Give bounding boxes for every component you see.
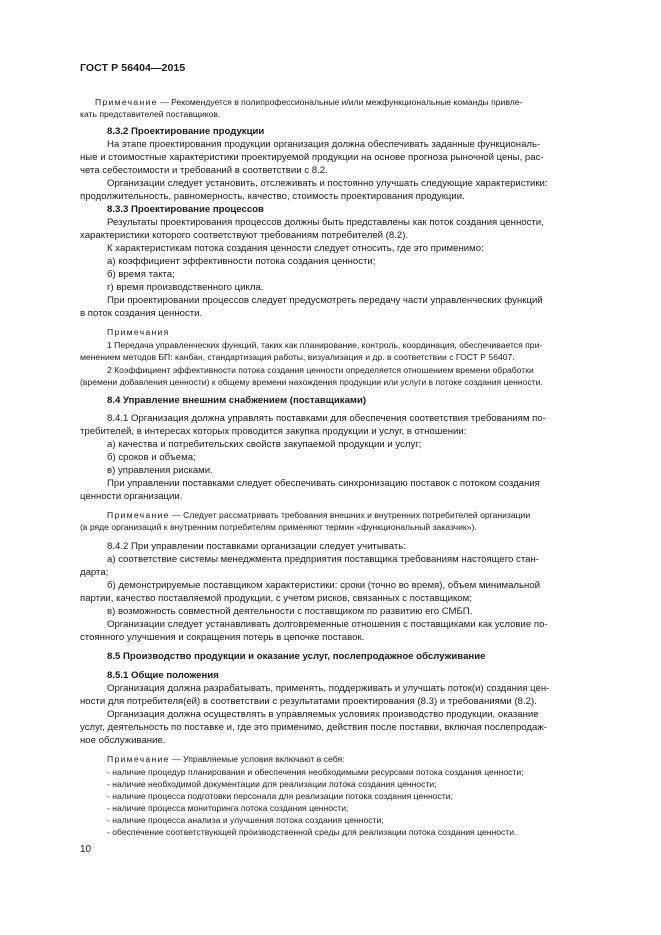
- line-text: дарта;: [80, 567, 109, 578]
- text-line: [107, 140, 540, 150]
- line-text: стоянного улучшения и сокращения потерь в цепочке поставок.: [80, 632, 365, 643]
- text-line: [107, 710, 539, 720]
- line-text: При управлении поставками следует обеспечивать синхронизацию поставок с потоком создания: [107, 478, 540, 489]
- text-line: [107, 684, 549, 694]
- section-heading: [107, 127, 264, 137]
- text-line: [80, 723, 547, 733]
- line-text: а) коэффициент эффективности потока создания ценности;: [107, 256, 376, 267]
- line-text: 8.5.1 Общие положения: [107, 670, 219, 681]
- note-line: [107, 828, 516, 837]
- text-line: [107, 218, 544, 228]
- line-text: требителей, в интересах которых проводится закупка продукции и услуг, в отношении:: [80, 426, 467, 437]
- note-line: [80, 378, 543, 387]
- text-line: [107, 581, 540, 591]
- note-line: [107, 511, 530, 520]
- line-text: — Следует рассматривать требования внешних и внутренних потребителей организации: [169, 510, 531, 520]
- line-text: партии, качество поставляемой продукции, с учетом рисков, связанных с поставщиком;: [80, 593, 472, 604]
- line-text: кать представителей поставщиков.: [80, 109, 221, 119]
- line-text: На этапе проектирования продукции организация должна обеспечивать заданные функциональ-: [107, 139, 541, 150]
- line-text: 8.4.1 Организация должна управлять поставками для обеспечения соответствия требованиям по-: [107, 413, 546, 424]
- note-label: Примечание: [107, 510, 170, 520]
- line-text: б) сроков и объема;: [107, 452, 196, 463]
- line-text: Организации следует установить, отслеживать и постоянно улучшать следующие характеристики:: [107, 178, 548, 189]
- note-line: [107, 816, 384, 825]
- line-text: 8.3.2 Проектирование продукции: [107, 126, 265, 137]
- note-line: [107, 792, 453, 801]
- note-line: [80, 523, 477, 532]
- note-label: Примечания: [107, 327, 170, 337]
- line-text: Организация должна разрабатывать, применять, поддерживать и улучшать поток(и) создания цен-: [107, 683, 550, 694]
- line-text: а) соответствие системы менеджмента предприятия поставщика требованиям настоящего стан-: [107, 554, 539, 565]
- line-text: - наличие процесса анализа и улучшения потока создания ценности;: [107, 815, 384, 825]
- text-line: [80, 153, 544, 163]
- text-line: [107, 466, 213, 476]
- text-line: [107, 283, 263, 293]
- line-text: 2 Коэффициент эффективности потока создания ценности определяется отношением времени обработки: [107, 365, 534, 375]
- line-text: - обеспечение соответствующей производственной среды для реализации потока создания ценности.: [107, 827, 517, 837]
- text-line: [80, 568, 108, 578]
- text-line: [107, 440, 421, 450]
- line-text: Результаты проектирования процессов должны быть представлены как поток создания ценности,: [107, 217, 544, 228]
- line-text: чета себестоимости и требований в соответствии с 8.2.: [80, 165, 328, 176]
- line-text: - наличие процесса мониторинга потока создания ценности;: [107, 803, 349, 813]
- text-line: [80, 594, 472, 604]
- line-text: ценности организации.: [80, 491, 183, 502]
- text-line: [107, 296, 543, 306]
- text-line: [80, 492, 182, 502]
- text-line: [107, 555, 539, 565]
- line-text: — Рекомендуется в полипрофессиональные и/или межфункциональные команды привле-: [157, 97, 523, 107]
- line-text: в поток создания ценности.: [80, 308, 203, 319]
- text-line: [107, 270, 175, 280]
- text-line: [107, 179, 548, 189]
- text-line: [107, 453, 196, 463]
- line-text: услуг, деятельность по поставке и, где это применимо, действия после поставки, включая послепродаж-: [80, 722, 547, 733]
- note-label: Примечание: [95, 97, 158, 107]
- line-text: Организации следует устанавливать долговременные отношения с поставщиками как условие по-: [107, 619, 548, 630]
- section-heading: [107, 205, 264, 215]
- line-text: 8.3.3 Проектирование процессов: [107, 204, 264, 215]
- note-line: [107, 755, 345, 764]
- line-text: менением методов БП: канбан, стандартизация работы, визуализация и др. в соответствии с ГОСТ Р 56407.: [80, 352, 515, 362]
- document-header: ГОСТ Р 56404—2015: [80, 62, 186, 74]
- line-text: — Управляемые условия включают в себя:: [169, 754, 345, 764]
- line-text: продолжительность, равномерность, качество, стоимость проектирования продукции.: [80, 191, 465, 202]
- text-line: [80, 166, 328, 176]
- text-line: [107, 542, 406, 552]
- text-line: [107, 620, 548, 630]
- text-line: [107, 414, 546, 424]
- line-text: а) качества и потребительских свойств закупаемой продукции и услуг;: [107, 439, 422, 450]
- line-text: ное обслуживание.: [80, 735, 166, 746]
- note-line: [107, 768, 524, 777]
- note-label: Примечание: [107, 754, 170, 764]
- line-text: Организация должна осуществлять в управляемых условиях производство продукции, оказание: [107, 709, 539, 720]
- note-line: [95, 98, 522, 107]
- text-line: [107, 244, 484, 254]
- line-text: 1 Передача управленческих функций, таких как планирование, контроль, координация, обеспечивается при-: [107, 340, 543, 350]
- line-text: в) возможность совместной деятельности с поставщиком по развитию его СМБП.: [107, 606, 473, 617]
- note-line: [107, 366, 534, 375]
- line-text: ности для потребителя(ей) в соответствии с результатами проектирования (8.3) и требованиями (8.2).: [80, 696, 537, 707]
- line-text: г) время производственного цикла.: [107, 282, 264, 293]
- note-line: [107, 341, 542, 350]
- line-text: в) управления рисками.: [107, 465, 213, 476]
- line-text: б) время такта;: [107, 269, 175, 280]
- line-text: 8.4 Управление внешним снабжением (поставщиками): [107, 395, 367, 406]
- text-line: [80, 192, 465, 202]
- text-line: [80, 697, 537, 707]
- line-text: характеристики которого соответствуют требованиям потребителей (8.2).: [80, 230, 409, 241]
- text-line: [80, 427, 466, 437]
- line-text: (в ряде организаций к внутренним потребителям применяют термин «функциональный заказчик»).: [80, 522, 477, 532]
- text-line: [80, 633, 364, 643]
- section-heading: [107, 652, 485, 662]
- text-line: [107, 257, 375, 267]
- text-line: [80, 309, 202, 319]
- text-line: [80, 736, 165, 746]
- section-heading: [107, 671, 219, 681]
- line-text: При проектировании процессов следует предусмотреть передачу части управленческих функций: [107, 295, 543, 306]
- note-line: [107, 780, 437, 789]
- section-heading: [107, 396, 366, 406]
- line-text: (времени добавления ценности) к общему времени нахождения продукции или услуги в потоке создания ценности.: [80, 377, 543, 387]
- text-line: [107, 479, 540, 489]
- line-text: 8.4.2 При управлении поставками организации следует учитывать:: [107, 541, 406, 552]
- note-line: [80, 110, 220, 119]
- note-line: [80, 353, 515, 362]
- line-text: К характеристикам потока создания ценности следует относить, где это применимо:: [107, 243, 484, 254]
- page-number: 10: [80, 844, 92, 855]
- line-text: - наличие процедур планирования и обеспечения необходимыми ресурсами потока создания ценности;: [107, 767, 524, 777]
- line-text: 8.5 Производство продукции и оказание услуг, послепродажное обслуживание: [107, 651, 486, 662]
- text-line: [107, 607, 472, 617]
- text-line: [80, 231, 408, 241]
- line-text: - наличие необходимой документации для реализации потока создания ценности;: [107, 779, 437, 789]
- line-text: б) демонстрируемые поставщиком характеристики: сроки (точно во время), объем минимальной: [107, 580, 541, 591]
- line-text: - наличие процесса подготовки персонала для реализации потока создания ценности;: [107, 791, 453, 801]
- note-line: [107, 804, 348, 813]
- note-line: [107, 328, 170, 337]
- line-text: ные и стоимостные характеристики проектируемой продукции на основе прогноза рыночной цены, рас-: [80, 152, 544, 163]
